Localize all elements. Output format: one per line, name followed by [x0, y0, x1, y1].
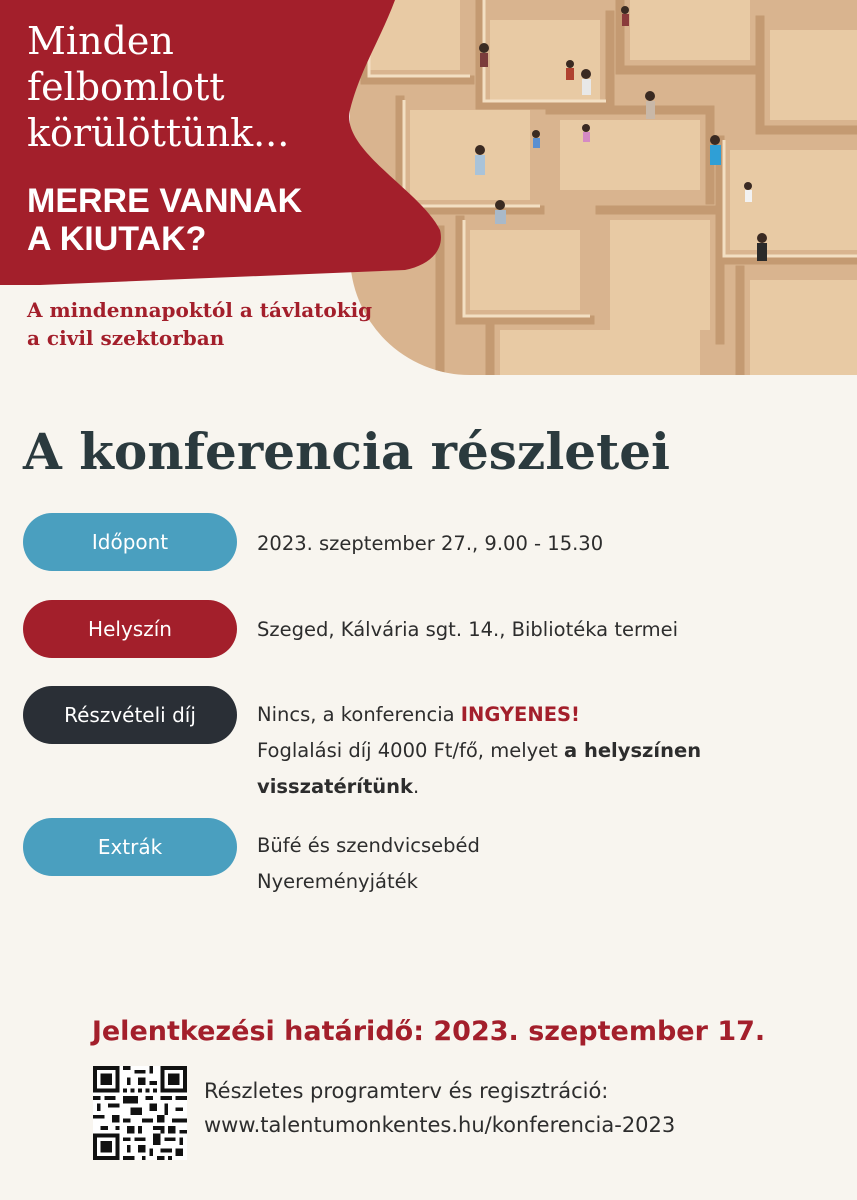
- label-pill-fee: Részvételi díj: [23, 686, 237, 744]
- title-line-1: Minden: [27, 19, 174, 63]
- qr-code[interactable]: [93, 1066, 187, 1160]
- detail-fee-line-3: [257, 769, 837, 805]
- section-heading: A konferencia részletei: [23, 422, 671, 481]
- registration-url[interactable]: www.talentumonkentes.hu/konferencia-2023: [204, 1113, 676, 1137]
- label-pill-extras: Extrák: [23, 818, 237, 876]
- fee-bold-2: a helyszínen: [564, 739, 702, 762]
- extras-line-1: Büfé és szendvicsebéd: [257, 834, 480, 857]
- detail-fee-line-2: [257, 733, 837, 769]
- label-pill-location: Helyszín: [23, 600, 237, 658]
- subtitle-line-2: a civil szektorban: [27, 326, 225, 350]
- detail-fee: [257, 697, 837, 805]
- label-pill-time: Időpont: [23, 513, 237, 571]
- main-title: [27, 18, 387, 156]
- detail-location-line: Szeged, Kálvária sgt. 14., Bibliotéka termei: [257, 618, 679, 641]
- question-line-2: A KIUTAK?: [27, 220, 207, 258]
- detail-fee-line-1: [257, 697, 837, 733]
- question-title: [27, 182, 407, 258]
- extras-line-2: Nyereményjáték: [257, 870, 418, 893]
- fee-text-2: Foglalási díj 4000 Ft/fő, melyet: [257, 739, 564, 762]
- registration-deadline: Jelentkezési határidő: 2023. szeptember 17.: [91, 1016, 766, 1047]
- fee-text-3: .: [413, 775, 420, 798]
- title-line-3: körülöttünk...: [27, 111, 290, 155]
- detail-time: [257, 526, 837, 562]
- registration-label: Részletes programterv és regisztráció:: [204, 1079, 609, 1103]
- registration-info: [204, 1074, 844, 1142]
- question-line-1: MERRE VANNAK: [27, 182, 303, 220]
- detail-extras: [257, 828, 837, 900]
- detail-location: [257, 612, 837, 648]
- free-badge-text: INGYENES!: [460, 703, 580, 726]
- fee-text-1: Nincs, a konferencia: [257, 703, 461, 726]
- fee-bold-3: visszatérítünk: [257, 775, 414, 798]
- subtitle: [27, 296, 447, 352]
- detail-time-line: 2023. szeptember 27., 9.00 - 15.30: [257, 532, 604, 555]
- subtitle-line-1: A mindennapoktól a távlatokig: [27, 298, 373, 322]
- title-line-2: felbomlott: [27, 65, 225, 109]
